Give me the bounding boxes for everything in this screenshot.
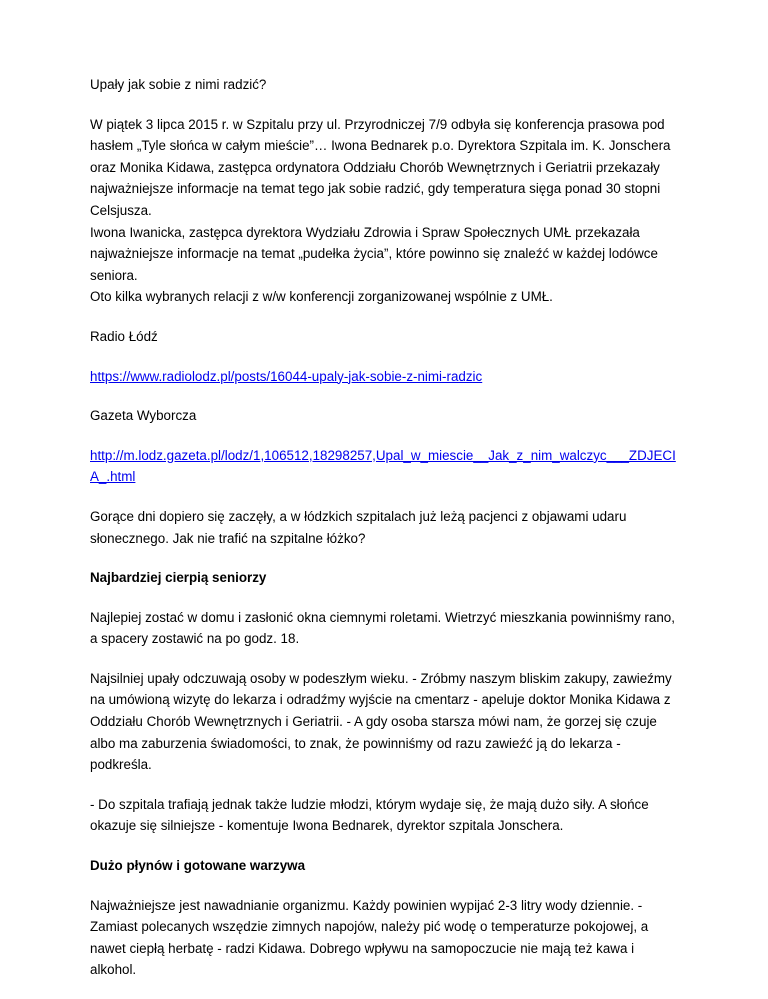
lead-paragraph: Gorące dni dopiero się zaczęły, a w łódzkich szpitalach już leżą pacjenci z objawami udaru słonecznego. Jak nie trafić na szpitalne łóżko? bbox=[90, 508, 627, 546]
intro-line-3: Oto kilka wybranych relacji z w/w konferencji zorganizowanej wspólnie z UMŁ. bbox=[90, 289, 553, 305]
source-radio-name: Radio Łódź bbox=[90, 328, 158, 344]
radio-lodz-link[interactable]: https://www.radiolodz.pl/posts/16044-upaly-jak-sobie-z-nimi-radzic bbox=[90, 368, 483, 384]
intro-line-2: Iwona Iwanicka, zastępca dyrektora Wydziału Zdrowia i Spraw Społecznych UMŁ przekazała najważniejsze informacje na temat „pudełka życia”, które powinno się znaleźć w każdej lodówce seniora. bbox=[90, 224, 658, 283]
intro-line-1: W piątek 3 lipca 2015 r. w Szpitalu przy ul. Przyrodniczej 7/9 odbyła się konferencja prasowa pod hasłem „Tyle słońca w całym mieście”… Iwona Bednarek p.o. Dyrektora Szpitala im. K. Jonschera oraz Monika Kidawa, zastępca ordynatora Oddziału Chorób Wewnętrznych i Geriatrii przekazały najważniejsze informacje na temat tego jak sobie radzić, gdy temperatura sięga ponad 30 stopni Celsjusza. bbox=[90, 116, 671, 218]
paragraph-young-people: - Do szpitala trafiają jednak także ludzie młodzi, którym wydaje się, że mają dużo siły. A słońce okazuje się silniejsze - komentuje Iwona Bednarek, dyrektor szpitala Jonschera. bbox=[90, 796, 649, 834]
document-body bbox=[90, 74, 680, 999]
section-heading-fluids: Dużo płynów i gotowane warzywa bbox=[90, 858, 306, 874]
section-heading-seniors: Najbardziej cierpią seniorzy bbox=[90, 570, 267, 586]
document-title: Upały jak sobie z nimi radzić? bbox=[90, 77, 267, 92]
paragraph-hydration: Najważniejsze jest nawadnianie organizmu. Każdy powinien wypijać 2-3 litry wody dziennie. - Zamiast polecanych wszędzie zimnych napojów, należy pić wodę o temperaturze pokojowej, a nawet ciepłą herbatę - radzi Kidawa. Dobrego wpływu na samopoczucie nie mają też kawa i alkohol. bbox=[90, 897, 649, 978]
intro-paragraph bbox=[90, 114, 680, 308]
paragraph-elderly: Najsilniej upały odczuwają osoby w podeszłym wieku. - Zróbmy naszym bliskim zakupy, zawieźmy na umówioną wizytę do lekarza i odradźmy wyjście na cmentarz - apeluje doktor Monika Kidawa z Oddziału Chorób Wewnętrznych i Geriatrii. - A gdy osoba starsza mówi nam, że gorzej się czuje albo ma zaburzenia świadomości, to znak, że powinniśmy od razu zawieźć ją do lekarza - podkreśla. bbox=[90, 670, 672, 773]
paragraph-stay-home: Najlepiej zostać w domu i zasłonić okna ciemnymi roletami. Wietrzyć mieszkania powinniśmy rano, a spacery zostawić na po godz. 18. bbox=[90, 609, 675, 647]
source-gazeta-name: Gazeta Wyborcza bbox=[90, 408, 197, 424]
gazeta-wyborcza-link[interactable]: http://m.lodz.gazeta.pl/lodz/1,106512,18298257,Upal_w_miescie__Jak_z_nim_walczyc___ZDJECIA_.html bbox=[90, 447, 676, 485]
